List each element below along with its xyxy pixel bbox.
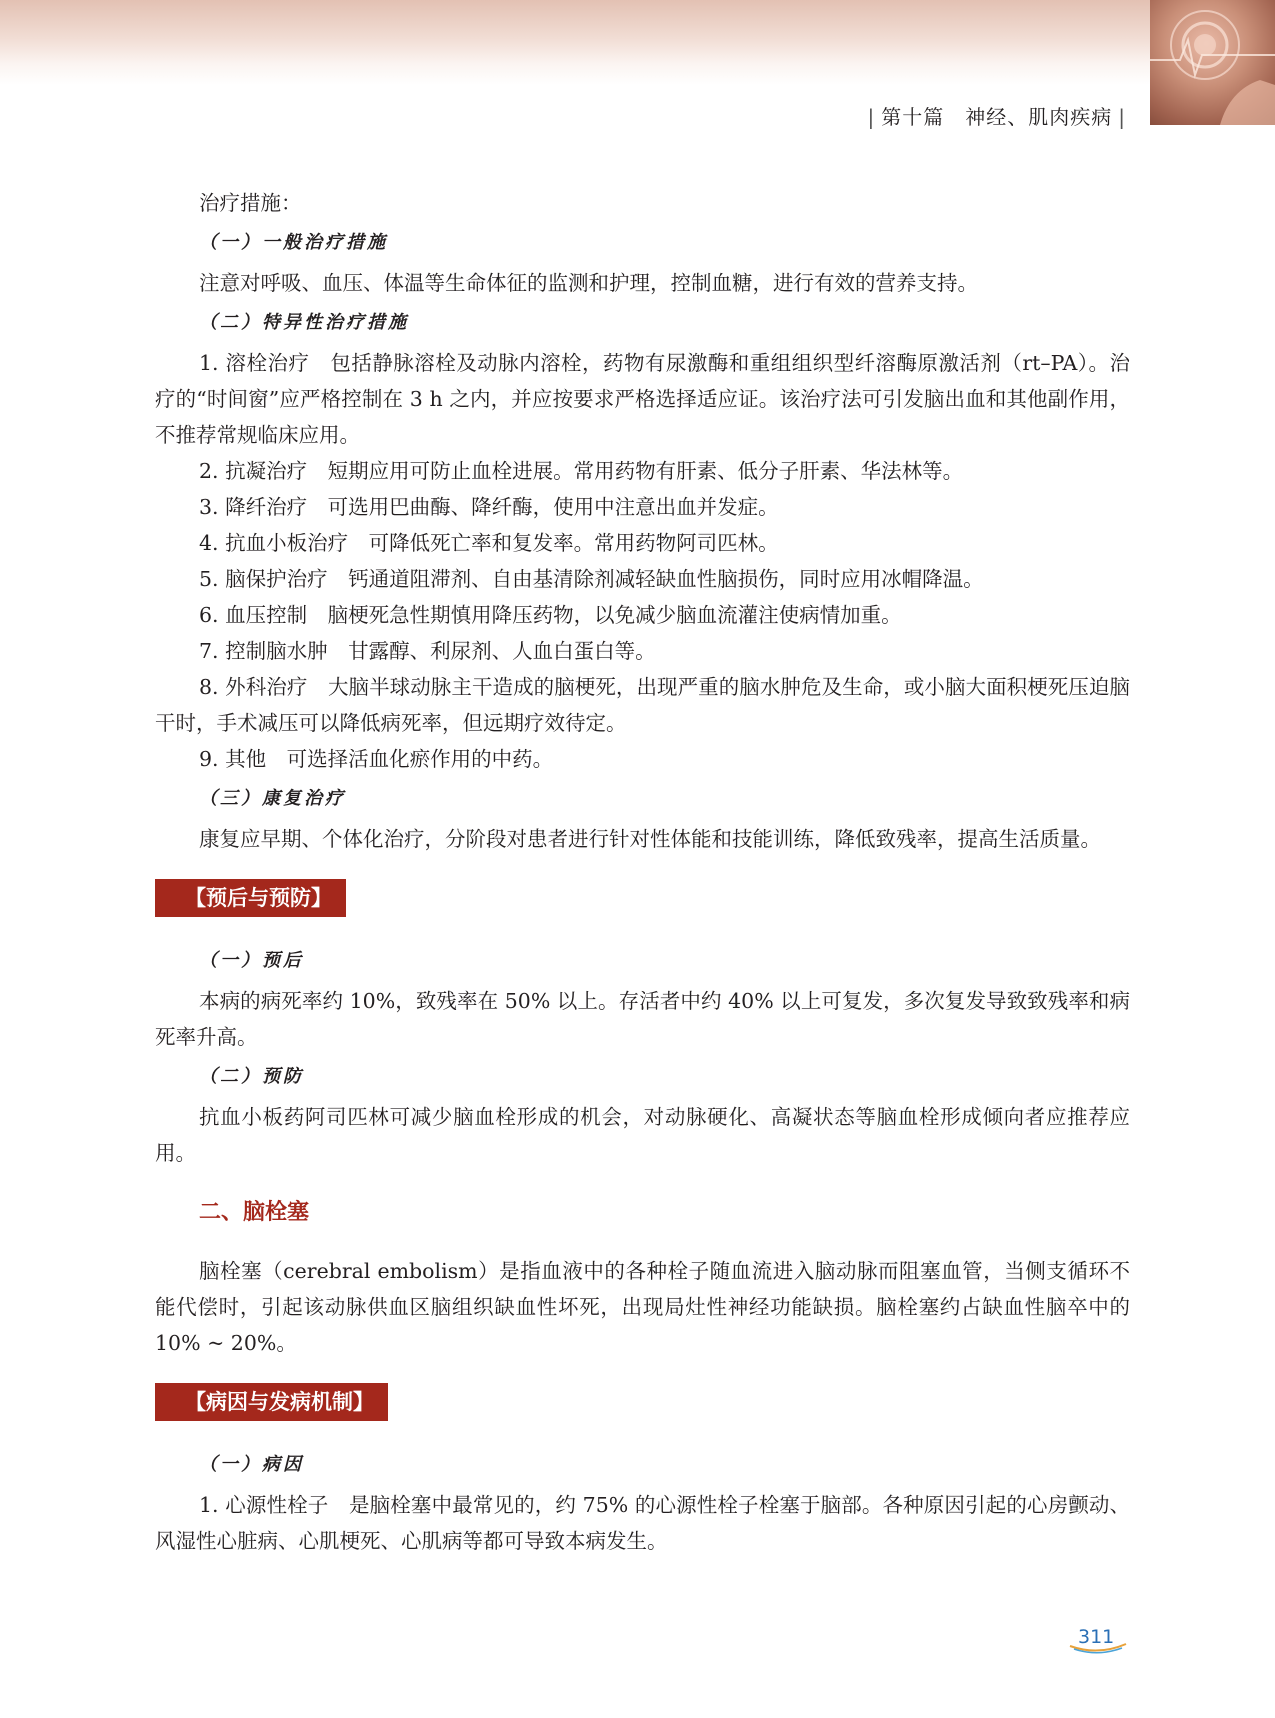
section-heading-embolism: 二、脑栓塞 — [199, 1200, 310, 1225]
rehabilitation-text: 康复应早期、个体化治疗，分阶段对患者进行针对性体能和技能训练，降低致残率，提高生活质量。 — [199, 827, 1101, 851]
prevention-text: 抗血小板药阿司匹林可减少脑血栓形成的机会，对动脉硬化、高凝状态等脑血栓形成倾向者应推荐应用。 — [155, 1105, 1130, 1165]
page-number: 311 — [1078, 1626, 1115, 1648]
embolism-definition-text: 脑栓塞（cerebral embolism）是指血液中的各种栓子随血流进入脑动脉而阻塞血管，当侧支循环不能代偿时，引起该动脉供血区脑组织缺血性坏死，出现局灶性神经功能缺损。脑栓塞约占缺血性脑卒中的 10% ~ 20%。 — [155, 1259, 1130, 1355]
header-band — [0, 0, 1275, 85]
treatment-item: 1. 溶栓治疗 包括静脉溶栓及动脉内溶栓，药物有尿激酶和重组组织型纤溶酶原激活剂（rt–PA）。治疗的“时间窗”应严格控制在 3 h 之内，并应按要求严格选择适应证。该治疗法可引发脑出血和其他副作用，不推荐常规临床应用。 — [155, 351, 1130, 447]
subheading-rehabilitation: （三）康复治疗 — [199, 788, 346, 809]
treatment-item: 5. 脑保护治疗 钙通道阻滞剂、自由基清除剂减轻缺血性脑损伤，同时应用冰帽降温。 — [199, 567, 984, 591]
treatment-item: 8. 外科治疗 大脑半球动脉主干造成的脑梗死，出现严重的脑水肿危及生命，或小脑大面积梗死压迫脑干时，手术减压可以降低病死率，但远期疗效待定。 — [155, 675, 1130, 735]
subheading-specific-treatment: （二）特异性治疗措施 — [199, 312, 409, 333]
subheading-prognosis: （一）预后 — [199, 950, 304, 971]
treatment-item: 6. 血压控制 脑梗死急性期慎用降压药物，以免减少脑血流灌注使病情加重。 — [199, 603, 902, 627]
page-body — [155, 185, 1130, 1559]
treatment-item: 7. 控制脑水肿 甘露醇、利尿剂、人血白蛋白等。 — [199, 639, 656, 663]
treatment-item: 3. 降纤治疗 可选用巴曲酶、降纤酶，使用中注意出血并发症。 — [199, 495, 779, 519]
treatment-item: 2. 抗凝治疗 短期应用可防止血栓进展。常用药物有肝素、低分子肝素、华法林等。 — [199, 459, 964, 483]
prognosis-text: 本病的病死率约 10%，致残率在 50% 以上。存活者中约 40% 以上可复发，多次复发导致致残率和病死率升高。 — [155, 989, 1130, 1049]
page-number-swoosh-icon — [1068, 1640, 1128, 1654]
subheading-etiology: （一）病因 — [199, 1454, 304, 1475]
subheading-general-treatment: （一）一般治疗措施 — [199, 232, 388, 253]
running-head: | 第十篇 神经、肌肉疾病 | — [867, 105, 1126, 129]
banner-prognosis-prevention: 【预后与预防】 — [155, 879, 346, 917]
treatment-item: 9. 其他 可选择活血化瘀作用的中药。 — [199, 747, 554, 771]
banner-etiology-pathogenesis: 【病因与发病机制】 — [155, 1383, 388, 1421]
general-treatment-text: 注意对呼吸、血压、体温等生命体征的监测和护理，控制血糖，进行有效的营养支持。 — [199, 271, 978, 295]
etiology-text: 1. 心源性栓子 是脑栓塞中最常见的，约 75% 的心源性栓子栓塞于脑部。各种原因引起的心房颤动、风湿性心脏病、心肌梗死、心肌病等都可导致本病发生。 — [155, 1493, 1130, 1553]
stethoscope-heart-icon — [1150, 0, 1275, 125]
treatment-item: 4. 抗血小板治疗 可降低死亡率和复发率。常用药物阿司匹林。 — [199, 531, 779, 555]
treatment-intro: 治疗措施： — [199, 191, 302, 215]
running-head-title: 第十篇 神经、肌肉疾病 — [881, 105, 1113, 129]
subheading-prevention: （二）预防 — [199, 1066, 304, 1087]
